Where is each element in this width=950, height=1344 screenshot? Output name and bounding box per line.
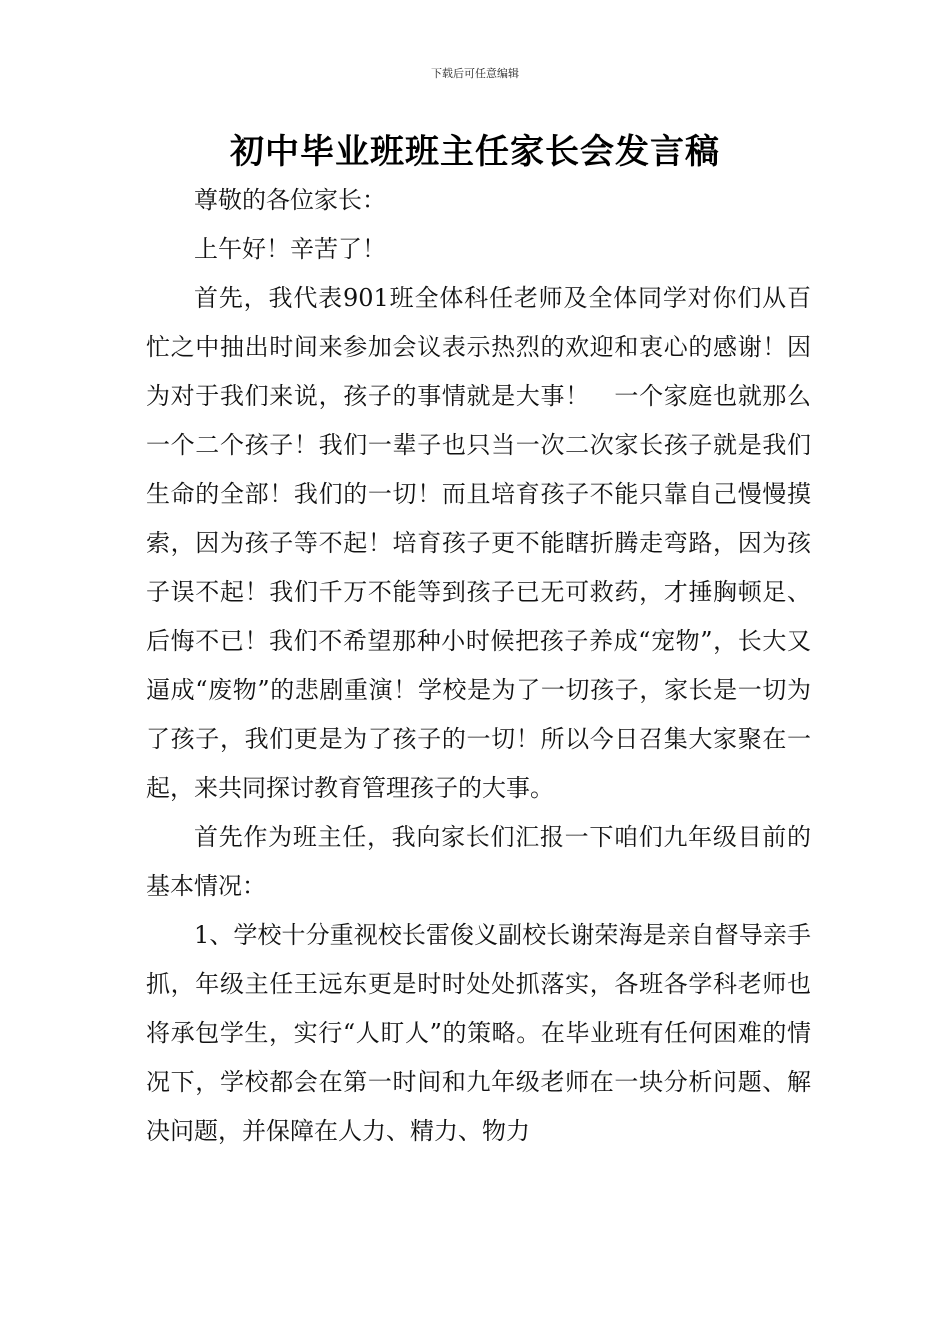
paragraph-item-1: 1、学校十分重视校长雷俊义副校长谢荣海是亲自督导亲手抓，年级主任王远东更是时时处处抓落实，各班各学科老师也将承包学生，实行“人盯人”的策略。在毕业班有任何困难的情况下，学校都会在第一时间和九年级老师在一块分析问题、解决问题，并保障在人力、精力、物力: [146, 921, 811, 1145]
paragraph-greeting: 上午好！辛苦了！: [194, 235, 386, 263]
page-title: 初中毕业班班主任家长会发言稿: [230, 132, 720, 172]
header-note: 下载后可任意编辑: [431, 67, 519, 80]
paragraph-opening: 首先，我代表901班全体科任老师及全体同学对你们从百忙之中抽出时间来参加会议表示热烈的欢迎和衷心的感谢！因为对于我们来说，孩子的事情就是大事！ 一个家庭也就那么一个二个孩子！我们一辈子也只当一次二次家长孩子就是我们生命的全部！我们的一切！而且培育孩子不能只靠自己慢慢摸索，因为孩子等不起！培育孩子更不能瞎折腾走弯路，因为孩子误不起！我们千万不能等到孩子已无可救药，才捶胸顿足、后悔不已！我们不希望那种小时候把孩子养成“宠物”，长大又逼成“废物”的悲剧重演！学校是为了一切孩子，家长是一切为了孩子，我们更是为了孩子的一切！所以今日召集大家聚在一起，来共同探讨教育管理孩子的大事。: [146, 284, 811, 802]
document-body: [146, 176, 811, 1156]
paragraph-intro-report: 首先作为班主任，我向家长们汇报一下咱们九年级目前的基本情况：: [146, 823, 811, 900]
paragraph-salutation: 尊敬的各位家长：: [194, 186, 386, 214]
